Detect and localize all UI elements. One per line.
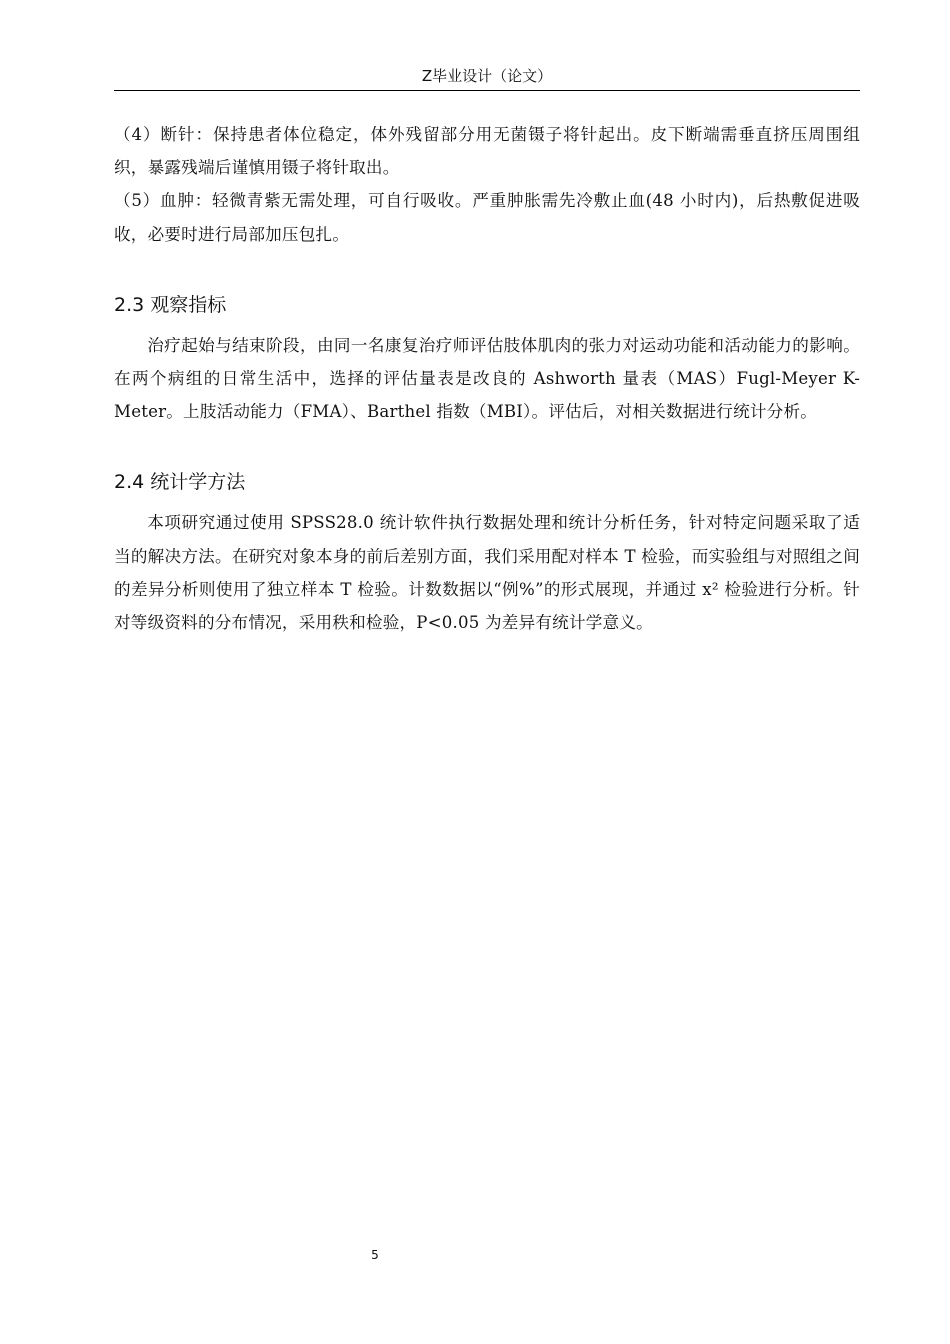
header-rule <box>114 90 860 91</box>
paragraph-broken-needle: （4）断针：保持患者体位稳定，体外残留部分用无菌镊子将针起出。皮下断端需垂直挤压周围组织，暴露残端后谨慎用镊子将针取出。 <box>114 125 860 178</box>
paragraph-observation: 治疗起始与结束阶段，由同一名康复治疗师评估肢体肌肉的张力对运动功能和活动能力的影响。在两个病组的日常生活中，选择的评估量表是改良的 Ashworth 量表（MAS）Fugl-Meyer K-Meter。上肢活动能力（FMA）、Barthel 指数（MBI）。评估后，对相关数据进行统计分析。 <box>114 335 860 422</box>
page-body <box>114 118 860 639</box>
page-header: Z毕业设计（论文） <box>421 67 553 85</box>
paragraph-hematoma: （5）血肿：轻微青紫无需处理，可自行吸收。严重肿胀需先冷敷止血(48 小时内)，后热敷促进吸收，必要时进行局部加压包扎。 <box>114 191 860 244</box>
section-heading-observation: 2.3 观察指标 <box>114 293 227 316</box>
paragraph-statistics: 本项研究通过使用 SPSS28.0 统计软件执行数据处理和统计分析任务，针对特定问题采取了适当的解决方法。在研究对象本身的前后差别方面，我们采用配对样本 T 检验，而实验组与对照组之间的差异分析则使用了独立样本 T 检验。计数数据以“例%”的形式展现，并通过 x² 检验进行分析。针对等级资料的分布情况，采用秩和检验，P<0.05 为差异有统计学意义。 <box>114 513 860 633</box>
section-heading-statistics: 2.4 统计学方法 <box>114 471 246 494</box>
page-number: 5 <box>371 1248 379 1262</box>
